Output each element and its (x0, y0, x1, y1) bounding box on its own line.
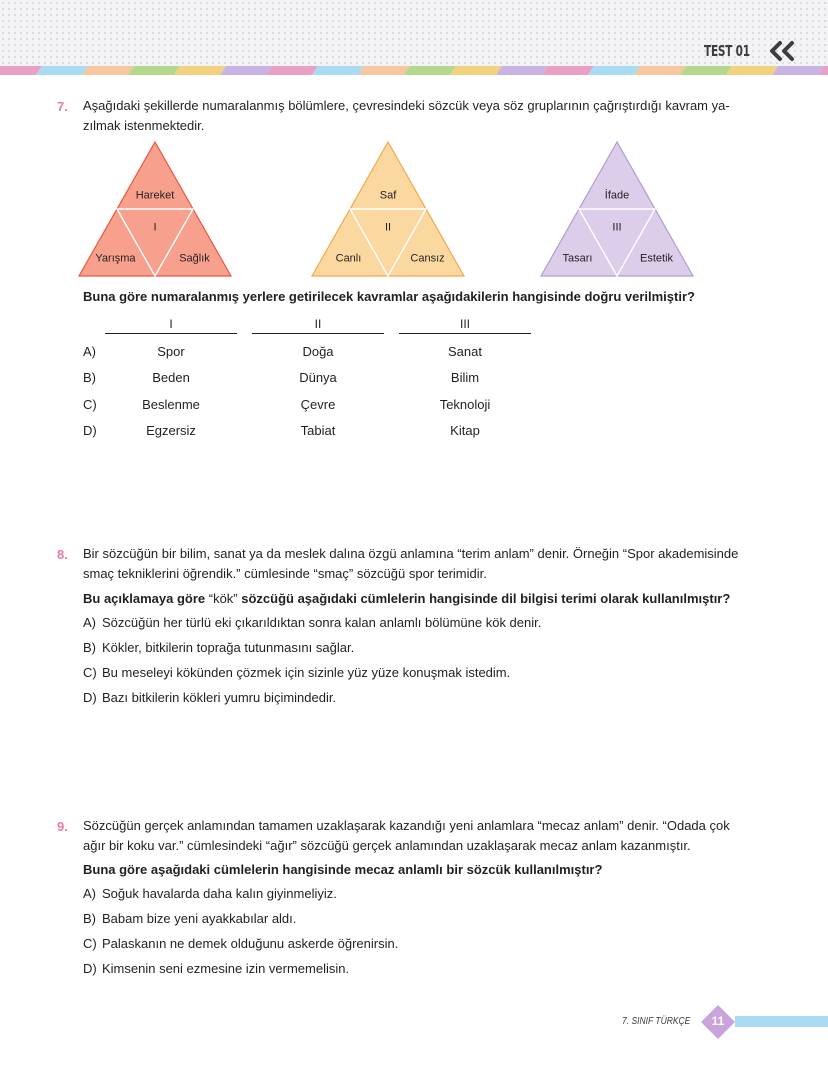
stripe-segment (36, 66, 88, 75)
triangle-roman-label: I (153, 221, 157, 234)
question-7-number: 7. (57, 99, 68, 114)
option-cell: Dünya (299, 370, 337, 385)
question-8-option-a[interactable] (83, 613, 541, 633)
question-7-prompt: Buna göre numaralanmış yerlere getirilecek kavramlar aşağıdakilerin hangisinde doğru verilmiştir? (83, 289, 695, 304)
option-cell: Teknoloji (439, 397, 491, 412)
option-cell: Doğa (302, 344, 334, 359)
option-cell: Çevre (300, 397, 336, 412)
stripe-segment (128, 66, 180, 75)
question-8-option-b[interactable] (83, 638, 354, 658)
triangle-left-label: Tasarı (562, 252, 593, 265)
question-9-number: 9. (57, 819, 68, 834)
stripe-segment (772, 66, 824, 75)
triangle-top-label: Saf (379, 189, 397, 202)
option-text: Bu meseleyi kökünden çözmek için sizinle yüz yüze konuşmak istedim. (102, 665, 511, 680)
stripe-segment (634, 66, 686, 75)
page-number: 11 (711, 1014, 725, 1028)
option-cell: Spor (157, 344, 185, 359)
option-text: Kimsenin seni ezmesine izin vermemelisin. (102, 961, 350, 976)
stripe-segment (404, 66, 456, 75)
option-letter: A) (83, 886, 96, 901)
stripe-segment (588, 66, 640, 75)
triangle-left-label: Canlı (335, 252, 362, 265)
stripe-segment (220, 66, 272, 75)
question-7-text-line1: Aşağıdaki şekillerde numaralanmış bölümlere, çevresindeki sözcük veya söz gruplarının çağrıştırdığı kavram ya- (83, 98, 730, 113)
prompt-keyword: “kök” (208, 591, 238, 606)
option-text: Soğuk havalarda daha kalın giyinmeliyiz. (102, 886, 337, 901)
stripe-segment (542, 66, 594, 75)
stripe-segment (726, 66, 778, 75)
option-text: Bazı bitkilerin kökleri yumru biçimindedir. (102, 690, 337, 705)
stripe-segment (266, 66, 318, 75)
option-letter: D) (83, 961, 97, 976)
question-9-option-a[interactable] (83, 884, 337, 904)
option-cell: Beden (152, 370, 190, 385)
triangle-right-label: Estetik (640, 252, 674, 265)
option-cell: Egzersiz (146, 423, 196, 438)
concept-triangle (541, 142, 693, 276)
option-text: Sözcüğün her türlü eki çıkarıldıktan sonra kalan anlamlı bölümüne kök denir. (102, 615, 542, 630)
triangle-top-label: İfade (604, 189, 630, 202)
test-label: TEST 01 (704, 42, 750, 60)
option-text: Palaskanın ne demek olduğunu askerde öğrenirsin. (102, 936, 399, 951)
option-letter: A) (83, 344, 96, 359)
question-9-option-c[interactable] (83, 934, 398, 954)
stripe-segment (358, 66, 410, 75)
color-stripe (0, 66, 828, 75)
option-letter: C) (83, 397, 97, 412)
stripe-segment (450, 66, 502, 75)
column-rule-3 (399, 333, 531, 334)
stripe-segment (174, 66, 226, 75)
question-8-text-line2: smaç tekniklerini öğrendik.” cümlesinde “smaç” sözcüğü spor terimidir. (83, 566, 487, 581)
question-8-prompt (83, 589, 730, 609)
option-cell: Tabiat (300, 423, 336, 438)
stripe-segment (680, 66, 732, 75)
column-header-3: III (459, 317, 470, 331)
prompt-part: sözcüğü aşağıdaki cümlelerin hangisinde dil bilgisi terimi olarak kullanılmıştır? (237, 591, 731, 606)
triangle-left-label: Yarışma (95, 252, 136, 265)
option-cell: Bilim (450, 370, 480, 385)
option-letter: C) (83, 665, 97, 680)
question-8-text-line1: Bir sözcüğün bir bilim, sanat ya da meslek dalına özgü anlamına “terim anlam” denir. Örneğin “Spor akademisinde (83, 546, 739, 561)
footer-course-label: 7. SINIF TÜRKÇE (622, 1016, 691, 1027)
question-7-text-line2: zılmak istenmektedir. (83, 118, 205, 133)
question-9-option-d[interactable] (83, 959, 349, 979)
stripe-segment (0, 66, 42, 75)
option-letter: B) (83, 370, 96, 385)
option-text: Babam bize yeni ayakkabılar aldı. (102, 911, 297, 926)
column-rule-1 (105, 333, 237, 334)
question-9-text-line1: Sözcüğün gerçek anlamından tamamen uzaklaşarak kazandığı yeni anlamlara “mecaz anlam” denir. “Odada çok (83, 818, 730, 833)
option-letter: C) (83, 936, 97, 951)
question-9-prompt: Buna göre aşağıdaki cümlelerin hangisinde mecaz anlamlı bir sözcük kullanılmıştır? (83, 862, 603, 877)
concept-triangles (80, 140, 720, 282)
option-cell: Kitap (450, 423, 480, 438)
question-8-option-c[interactable] (83, 663, 510, 683)
question-9-option-b[interactable] (83, 909, 296, 929)
stripe-segment (496, 66, 548, 75)
question-8-option-d[interactable] (83, 688, 336, 708)
triangle-top-label: Hareket (135, 189, 175, 202)
triangle-roman-label: II (384, 221, 392, 234)
prompt-part: Bu açıklamaya göre (83, 591, 209, 606)
double-chevron-left-icon (768, 40, 798, 62)
column-header-2: II (314, 317, 322, 331)
footer-accent-bar (735, 1016, 828, 1027)
option-cell: Beslenme (142, 397, 200, 412)
option-letter: A) (83, 615, 96, 630)
question-9-text-line2: ağır bir koku var.” cümlesindeki “ağır” sözcüğü gerçek anlamından uzaklaşarak mecaz anlam kazanmıştır. (83, 838, 691, 853)
column-header-1: I (169, 317, 173, 331)
concept-triangle (312, 142, 464, 276)
triangle-right-label: Sağlık (179, 252, 210, 265)
stripe-segment (82, 66, 134, 75)
option-text: Kökler, bitkilerin toprağa tutunmasını sağlar. (102, 640, 355, 655)
option-letter: D) (83, 423, 97, 438)
option-letter: B) (83, 640, 96, 655)
option-letter: B) (83, 911, 96, 926)
option-letter: D) (83, 690, 97, 705)
concept-triangle (79, 142, 231, 276)
triangle-roman-label: III (612, 221, 622, 234)
column-rule-2 (252, 333, 384, 334)
question-8-number: 8. (57, 547, 68, 562)
stripe-segment (312, 66, 364, 75)
triangle-right-label: Cansız (410, 252, 445, 265)
option-cell: Sanat (448, 344, 482, 359)
